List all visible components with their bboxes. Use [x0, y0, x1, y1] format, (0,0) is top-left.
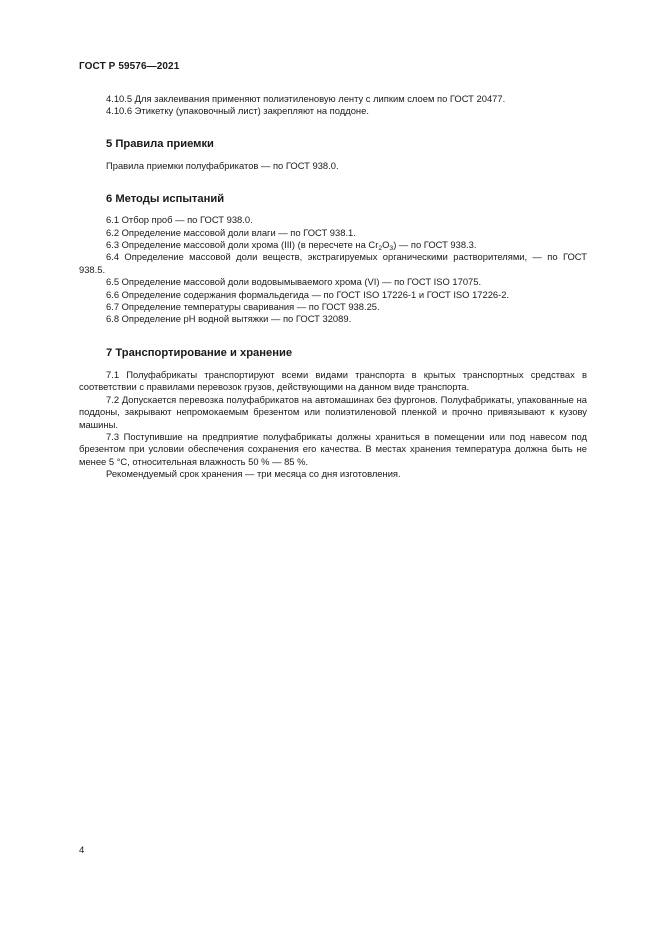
subscript-3: 3 [389, 245, 394, 253]
paragraph-6-3-text-start: 6.3 Определение массовой доли хрома (III) (в пересчете на Cr [106, 239, 379, 251]
paragraph-6-1: 6.1 Отбор проб — по ГОСТ 938.0. [106, 214, 253, 226]
section-6-heading: 6 Методы испытаний [106, 193, 225, 206]
paragraph-6-6: 6.6 Определение содержания формальдегида — по ГОСТ ISO 17226-1 и ГОСТ ISO 17226-2. [106, 288, 510, 300]
paragraph-6-2: 6.2 Определение массовой доли влаги — по ГОСТ 938.1. [106, 226, 356, 238]
paragraph-7-4: Рекомендуемый срок хранения — три месяца со дня изготовления. [106, 468, 401, 480]
paragraph-4-10-6: 4.10.6 Этикетку (упаковочный лист) закрепляют на поддоне. [106, 105, 369, 117]
paragraph-7-3: 7.3 Поступившие на предприятие полуфабрикаты должны храниться в помещении или под навесом под брезентом при условии обеспечения сохранения его качества. В местах хранения температура должна быть не менее 5 °С, относительная влажность 50 % — 85 %. [79, 430, 587, 467]
paragraph-5-1: Правила приемки полуфабрикатов — по ГОСТ 938.0. [106, 159, 339, 171]
paragraph-6-7: 6.7 Определение температуры сваривания — по ГОСТ 938.25. [106, 301, 380, 313]
section-5-heading: 5 Правила приемки [106, 137, 214, 150]
paragraph-6-3 [79, 239, 587, 251]
paragraph-4-10-5: 4.10.5 Для заклеивания применяют полиэтиленовую ленту с липким слоем по ГОСТ 20477. [106, 93, 506, 104]
paragraph-6-8: 6.8 Определение pH водной вытяжки — по ГОСТ 32089. [106, 313, 352, 325]
section-7-heading: 7 Транспортирование и хранение [106, 346, 293, 359]
paragraph-6-3-text-end: ) — по ГОСТ 938.3. [393, 239, 477, 251]
paragraph-6-4: 6.4 Определение массовой доли веществ, экстрагируемых органическими растворителями, — по ГОСТ 938.5. [79, 251, 587, 275]
subscript-2: 2 [378, 245, 383, 253]
page-content [79, 93, 587, 481]
page-number: 4 [79, 845, 85, 856]
paragraph-6-3-oxygen: O [382, 239, 390, 251]
paragraph-6-5: 6.5 Определение массовой доли водовымываемого хрома (VI) — по ГОСТ ISO 17075. [106, 276, 482, 288]
paragraph-7-1: 7.1 Полуфабрикаты транспортируют всеми видами транспорта в крытых транспортных средствах в соответствии с правилами перевозок грузов, действующими на данном виде транспорта. [79, 368, 587, 393]
paragraph-7-2: 7.2 Допускается перевозка полуфабрикатов на автомашинах без фургонов. Полуфабрикаты, упакованные на поддоны, закрывают непромокаемым брезентом или полиэтиленовой пленкой и прочно привязывают к кузову машины. [79, 393, 587, 430]
document-code: ГОСТ Р 59576—2021 [79, 61, 180, 72]
